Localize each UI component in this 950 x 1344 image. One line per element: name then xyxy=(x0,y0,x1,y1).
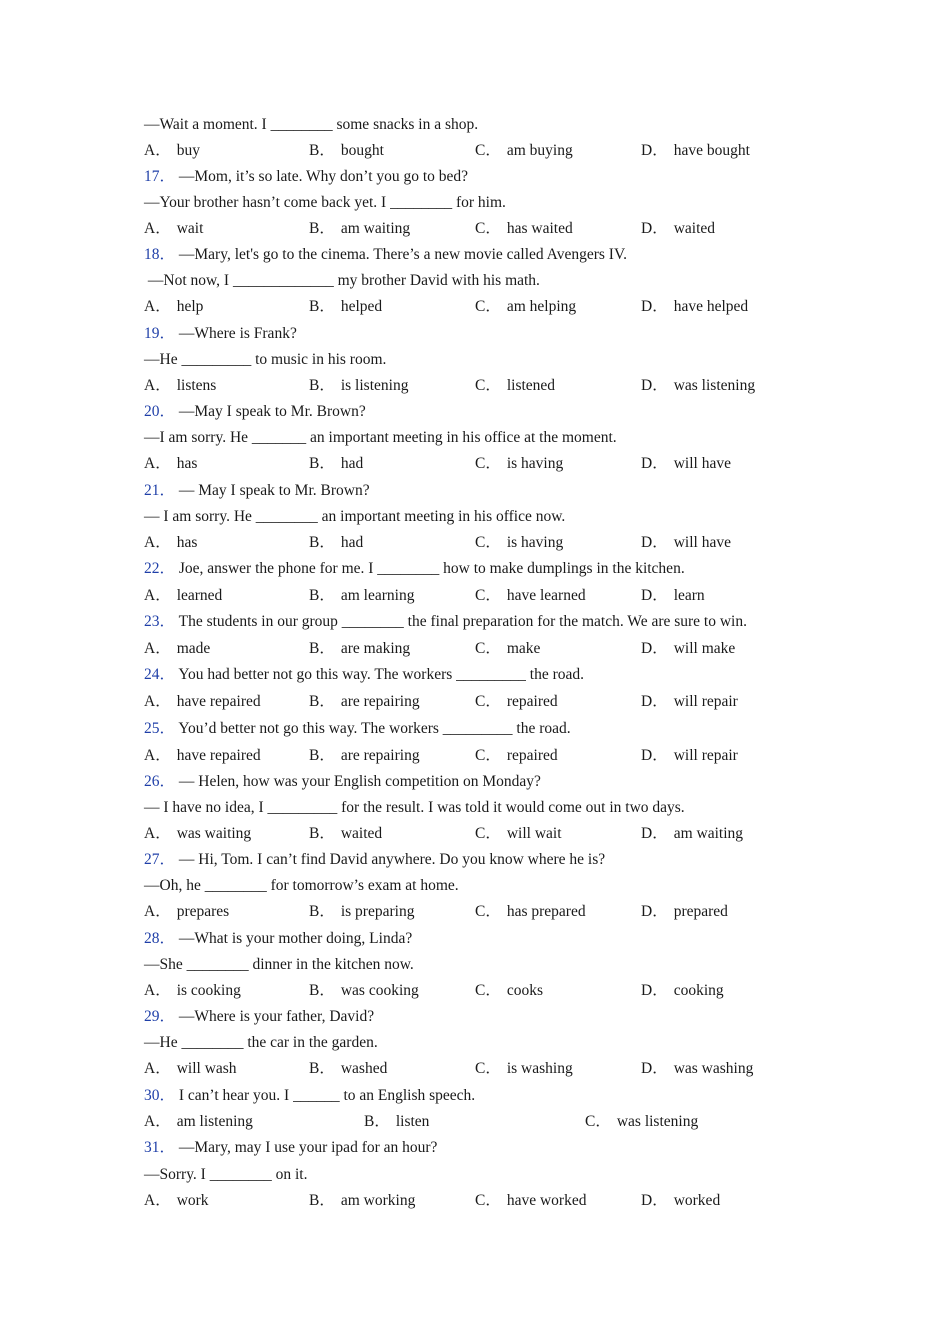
question-line: 26． — Helen, how was your English competition on Monday? xyxy=(144,773,541,790)
option-d[interactable]: D． waited xyxy=(641,220,716,237)
option-b[interactable]: B． had xyxy=(309,455,364,472)
question-number: 22． xyxy=(144,560,176,577)
option-d[interactable]: D． will make xyxy=(641,640,736,657)
option-c[interactable]: C． is having xyxy=(475,455,564,472)
option-d[interactable]: D． will have xyxy=(641,534,731,551)
question-number: 23． xyxy=(144,613,176,630)
option-c[interactable]: C． will wait xyxy=(475,825,562,842)
question-number: 31． xyxy=(144,1139,176,1156)
option-b[interactable]: B． helped xyxy=(309,298,383,315)
option-b[interactable]: B． bought xyxy=(309,142,384,159)
question-line: —Wait a moment. I ________ some snacks in a shop. xyxy=(144,116,479,133)
option-a[interactable]: A． buy xyxy=(144,142,200,159)
option-a[interactable]: A． am listening xyxy=(144,1113,253,1130)
question-line: — I am sorry. He ________ an important meeting in his office now. xyxy=(144,508,566,525)
option-d[interactable]: D． will repair xyxy=(641,747,738,764)
option-c[interactable]: C． has prepared xyxy=(475,903,586,920)
option-b[interactable]: B． are making xyxy=(309,640,411,657)
option-a[interactable]: A． has xyxy=(144,534,198,551)
option-a[interactable]: A． is cooking xyxy=(144,982,241,999)
option-c[interactable]: C． listened xyxy=(475,377,556,394)
option-c[interactable]: C． was listening xyxy=(585,1113,699,1130)
option-a[interactable]: A． has xyxy=(144,455,198,472)
option-d[interactable]: D． will have xyxy=(641,455,731,472)
question-line: —He ________ the car in the garden. xyxy=(144,1034,378,1051)
question-line: 31． —Mary, may I use your ipad for an hour? xyxy=(144,1139,438,1156)
option-b[interactable]: B． are repairing xyxy=(309,693,420,710)
option-a[interactable]: A． was waiting xyxy=(144,825,252,842)
option-c[interactable]: C． am buying xyxy=(475,142,573,159)
question-line: 20． —May I speak to Mr. Brown? xyxy=(144,403,366,420)
option-c[interactable]: C． is washing xyxy=(475,1060,573,1077)
option-d[interactable]: D． will repair xyxy=(641,693,738,710)
question-line: 29． —Where is your father, David? xyxy=(144,1008,375,1025)
option-d[interactable]: D． was washing xyxy=(641,1060,754,1077)
question-line: 19． —Where is Frank? xyxy=(144,325,297,342)
question-line: —Your brother hasn’t come back yet. I ________ for him. xyxy=(144,194,506,211)
option-d[interactable]: D． was listening xyxy=(641,377,756,394)
question-line: 27． — Hi, Tom. I can’t find David anywhere. Do you know where he is? xyxy=(144,851,606,868)
question-number: 25． xyxy=(144,720,176,737)
question-line: —Not now, I _____________ my brother David with his math. xyxy=(144,272,540,289)
option-a[interactable]: A． have repaired xyxy=(144,693,261,710)
question-number: 26． xyxy=(144,773,176,790)
option-a[interactable]: A． made xyxy=(144,640,211,657)
option-c[interactable]: C． have learned xyxy=(475,587,586,604)
option-b[interactable]: B． am learning xyxy=(309,587,415,604)
question-number: 20． xyxy=(144,403,176,420)
option-a[interactable]: A． learned xyxy=(144,587,223,604)
option-b[interactable]: B． is listening xyxy=(309,377,409,394)
option-d[interactable]: D． cooking xyxy=(641,982,724,999)
question-number: 30． xyxy=(144,1087,176,1104)
option-b[interactable]: B． waited xyxy=(309,825,383,842)
question-number: 19． xyxy=(144,325,176,342)
question-line: —Sorry. I ________ on it. xyxy=(144,1166,308,1183)
question-number: 27． xyxy=(144,851,176,868)
option-a[interactable]: A． listens xyxy=(144,377,217,394)
question-number: 17． xyxy=(144,168,176,185)
option-b[interactable]: B． had xyxy=(309,534,364,551)
question-number: 21． xyxy=(144,482,176,499)
option-d[interactable]: D． am waiting xyxy=(641,825,744,842)
question-number: 18． xyxy=(144,246,176,263)
option-a[interactable]: A． prepares xyxy=(144,903,230,920)
question-line: —He _________ to music in his room. xyxy=(144,351,387,368)
option-c[interactable]: C． cooks xyxy=(475,982,544,999)
option-a[interactable]: A． work xyxy=(144,1192,209,1209)
question-line: —She ________ dinner in the kitchen now. xyxy=(144,956,414,973)
option-c[interactable]: C． am helping xyxy=(475,298,577,315)
option-c[interactable]: C． is having xyxy=(475,534,564,551)
option-c[interactable]: C． has waited xyxy=(475,220,573,237)
option-c[interactable]: C． make xyxy=(475,640,541,657)
option-b[interactable]: B． listen xyxy=(364,1113,430,1130)
question-number: 28． xyxy=(144,930,176,947)
question-line: 21． — May I speak to Mr. Brown? xyxy=(144,482,370,499)
question-line: 17． —Mom, it’s so late. Why don’t you go to bed? xyxy=(144,168,469,185)
option-a[interactable]: A． will wash xyxy=(144,1060,237,1077)
option-d[interactable]: D． have bought xyxy=(641,142,750,159)
question-line: 28． —What is your mother doing, Linda? xyxy=(144,930,413,947)
option-b[interactable]: B． are repairing xyxy=(309,747,420,764)
option-c[interactable]: C． repaired xyxy=(475,747,558,764)
option-a[interactable]: A． help xyxy=(144,298,204,315)
question-number: 29． xyxy=(144,1008,176,1025)
option-b[interactable]: B． washed xyxy=(309,1060,388,1077)
question-line: 25． You’d better not go this way. The workers _________ the road. xyxy=(144,720,571,737)
question-line: 18． —Mary, let's go to the cinema. There’s a new movie called Avengers IV. xyxy=(144,246,628,263)
option-b[interactable]: B． is preparing xyxy=(309,903,415,920)
option-a[interactable]: A． have repaired xyxy=(144,747,261,764)
question-line: 22． Joe, answer the phone for me. I ________ how to make dumplings in the kitchen. xyxy=(144,560,685,577)
option-d[interactable]: D． learn xyxy=(641,587,705,604)
question-line: —I am sorry. He _______ an important meeting in his office at the moment. xyxy=(144,429,617,446)
option-d[interactable]: D． prepared xyxy=(641,903,728,920)
option-b[interactable]: B． am working xyxy=(309,1192,416,1209)
question-line: 30． I can’t hear you. I ______ to an English speech. xyxy=(144,1087,476,1104)
question-number: 24． xyxy=(144,666,176,683)
option-c[interactable]: C． have worked xyxy=(475,1192,587,1209)
option-d[interactable]: D． worked xyxy=(641,1192,721,1209)
question-line: —Oh, he ________ for tomorrow’s exam at home. xyxy=(144,877,459,894)
option-a[interactable]: A． wait xyxy=(144,220,204,237)
option-d[interactable]: D． have helped xyxy=(641,298,749,315)
option-c[interactable]: C． repaired xyxy=(475,693,558,710)
question-line: — I have no idea, I _________ for the result. I was told it would come out in two days. xyxy=(144,799,685,816)
question-line: 23． The students in our group ________ the final preparation for the match. We are sure to win. xyxy=(144,613,747,630)
option-b[interactable]: B． was cooking xyxy=(309,982,419,999)
question-line: 24． You had better not go this way. The workers _________ the road. xyxy=(144,666,584,683)
option-b[interactable]: B． am waiting xyxy=(309,220,411,237)
